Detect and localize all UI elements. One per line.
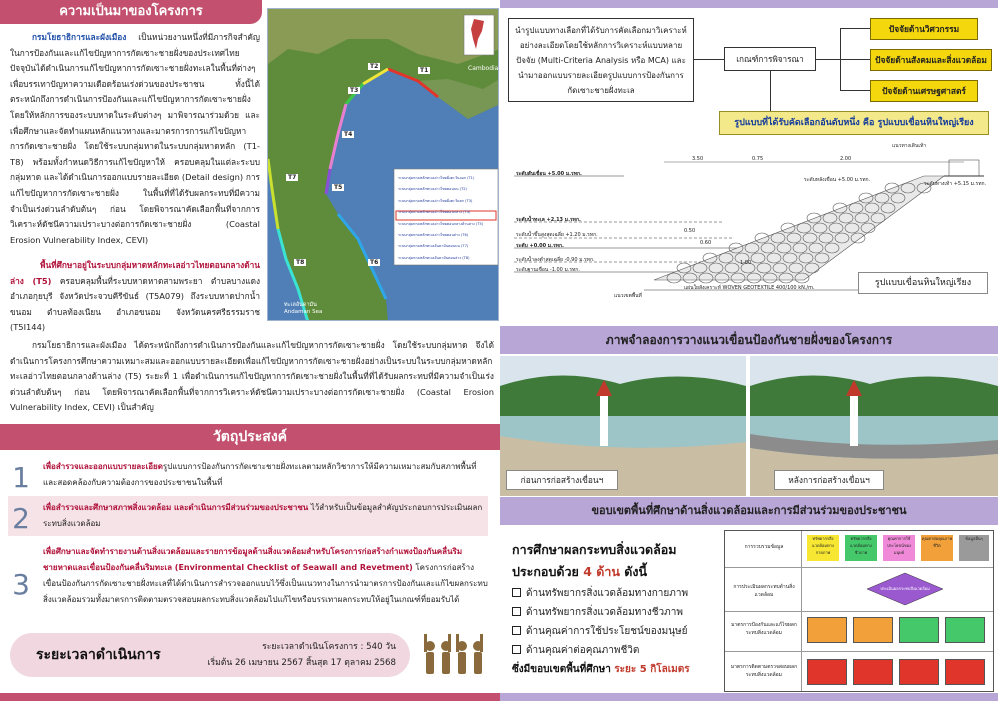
history-para1-body: เป็นหน่วยงานหนึ่งที่มีภารกิจสำคัญ ในการป้องกันและแก้ไขปัญหาการกัดเซาะชายฝั่งของประเทศไทย ปัจจุบันได้ดำเนินการแก้ไขปัญหาการกัดเซาะชายฝั่งทะเลในพื้นที่ต่างๆ เพื่อบรรเทาปัญหาความเดือดร้อนเร่งด่วนของประชาชน ทั้งนี้ได้ตระหนักถึงการดำเนินการป้องกันและแก้ไขปัญหาการกัดเซาะชายฝั่งโดยให้หลักการของระบบหาดในระดับต่างๆ มาพิจารณาร่วมด้วย และเพื่อศึกษาและจัดทำแผนหลักแนวทางและมาตรการการแก้ไขปัญหาการกัดเซาะชายฝั่ง โดยใช้ระบบกลุ่มหาดในระบบกลุ่มหาดหลัก (T1-T8) พร้อมทั้งกำหนดวิธีการแก้ไขปัญหาให้ ครอบคลุมในแต่ละระบบกลุ่มหาด และได้ดำเนินการออกแบบรายละเอียด (Detail design) การแก้ไขปัญหาการกัดเซาะชายฝั่ง ในพื้นที่ที่ได้รับผลกระทบที่มีความจำเป็นเร่งด่วนลำดับต้นๆ ก่อน โดยพิจารณาคัดเลือกพื้นที่จากการวิเคราะห์ดัชนีความเปราะบางต่อการกัดเซาะชายฝั่ง (Coastal Erosion Vulnerability Index, CEVI) (10, 32, 260, 245)
diagram-row-label: การรวบรวมข้อมูล (744, 544, 784, 550)
history-para3 (10, 338, 494, 416)
objective-text (43, 544, 488, 608)
map-legend (398, 173, 496, 264)
legend-item: ระบบกลุ่มหาดหลักทะเลอ่าวไทยตอนล่าง (T6) (398, 233, 469, 238)
objective-number: 2 (12, 502, 30, 535)
objective-lead: เพื่อสำรวจและศึกษาสภาพสิ่งแวดล้อม และดำเนินการมีส่วนร่วมของประชาชน (43, 503, 309, 512)
objective-item-1 (8, 455, 488, 493)
legend-item: ระบบกลุ่มหาดหลักทะเลอ่าวไทยฝั่งตะวันตก (T3) (398, 198, 473, 203)
map-label-andaman: ทะเลอันดามัน Andaman Sea (284, 302, 323, 315)
row-divider (725, 611, 993, 612)
mitigation-box (899, 617, 939, 643)
environment-title: ขอบเขตพื้นที่ศึกษาด้านสิ่งแวดล้อมและการมีส่วนร่วมของประชาชน (591, 504, 907, 517)
department-name: กรมโยธาธิการและผังเมือง (32, 32, 127, 42)
connector-line (694, 59, 724, 60)
history-para3-body: กรมโยธาธิการและผังเมือง ได้ตระหนักถึงการดำเนินการป้องกันและแก้ไขปัญหาการกัดเซาะชายฝั่ง โดยใช้ระบบกลุ่มหาด จึงได้ดำเนินการโครงการศึกษาความเหมาะสมและออกแบบรายละเอียดเพื่อแก้ไขปัญหาการกัดเซาะชายฝั่งอย่างเป็นระบบในระบบกลุ่มหาดหลักทะเลอ่าวไทยตอนกลางด้านล่าง (T5) ระยะที่ 1 เพื่อดำเนินการแก้ไขปัญหาการกัดเซาะชายฝั่งในพื้นที่ที่ได้รับผลกระทบที่มีความจำเป็นเร่งด่วนลำดับต้นๆ ก่อน โดยพิจารณาคัดเลือกพื้นที่จากการวิเคราะห์ดัชนีความเปราะบางต่อการกัดเซาะชายฝั่ง (Coastal Erosion Vulnerability Index, CEVI) เป็นสำคัญ (10, 340, 494, 413)
history-para2 (10, 258, 260, 336)
env-item-label: ด้านคุณค่าการใช้ประโยชน์ของมนุษย์ (526, 626, 688, 637)
label-geotextile: แผ่นใยสังเคราะห์ WOVEN GEOTEXTILE 400/100 kN./m. (684, 285, 815, 291)
factor-social-env (870, 49, 992, 71)
diagram-row-label: การประเมินผลกระทบด้านสิ่งแวดล้อม (733, 584, 795, 598)
after-label: หลังการก่อสร้างเขื่อนฯ (788, 475, 870, 485)
label-design-water: ระดับน้ำทะเล +2.13 ม.รทก. (516, 217, 581, 223)
zone-label-t2: T2 (370, 63, 379, 70)
dim-label: 0.60 (700, 240, 712, 246)
objective-rest: ไว้สำหรับเป็นข้อมูลสำคัญประกอบการประเมินผลกระทบสิ่งแวดล้อม (43, 503, 483, 528)
criteria-box (724, 47, 816, 71)
label-path-level: ระดับทางเท้า +5.15 ม.รทก. (924, 181, 987, 187)
legend-item: ระบบกลุ่มหาดหลักทะเลอันดามันตอนล่าง (T8) (398, 255, 470, 260)
objective-number: 3 (12, 568, 30, 601)
cross-section-caption (858, 272, 988, 294)
diagram-top-box: คุณค่าต่อคุณภาพชีวิต (921, 535, 953, 561)
objective-rest: รูปแบบการป้องกันการกัดเซาะชายฝั่งทะเลตามหลักวิชาการให้มีความเหมาะสมกับสภาพพื้นที่และสอดคล้องกับความต้องการของประชาชนในพื้นที่ (43, 462, 477, 487)
diagram-row-label: มาตรการป้องกันและแก้ไขผลกระทบสิ่งแวดล้อม (731, 622, 797, 636)
zone-label-t6: T6 (370, 259, 379, 266)
map-label-cambodia: Cambodia (468, 65, 499, 72)
mitigation-box (945, 617, 985, 643)
legend-item: ระบบกลุ่มหาดหลักทะเลอ่าวไทยตอนบน (T2) (398, 187, 467, 192)
env-item-2 (512, 603, 683, 622)
top-bar-right (500, 0, 998, 8)
zone-label-t3: T3 (350, 87, 359, 94)
caption-text: รูปแบบเขื่อนหินใหญ่เรียง (874, 278, 972, 288)
objective-lead: เพื่อศึกษาและจัดทำรายงานด้านสิ่งแวดล้อมและรายการข้อมูลด้านสิ่งแวดล้อมสำหรับโครงการก่อสร้างกำแพงป้องกันคลื่นริมชายหาดและเขื่อนป้องกันคลื่นริมทะเล (Environmental Checklist of Seawall and Revetment) (43, 547, 463, 572)
checkbox-icon (512, 626, 521, 635)
objectives-title: วัตถุประสงค์ (212, 429, 288, 445)
bottom-bar-left (0, 693, 500, 701)
env-scope (512, 662, 690, 677)
diagram-top-box: ทรัพยากรสิ่งแวดล้อมทางกายภาพ (807, 535, 839, 561)
heading-b-count: 4 ด้าน (583, 564, 620, 579)
duration-label: ระยะเวลาดำเนินการ (36, 647, 161, 663)
mitigation-box (853, 617, 893, 643)
label-crest: ระดับสันเขื่อน +5.00 ม.รทก. (516, 171, 582, 177)
connector-line (840, 28, 870, 29)
diagram-mid-label: ประเมินผลกระทบสิ่งแวดล้อม (880, 586, 930, 591)
before-caption (506, 470, 618, 490)
simulation-header (500, 326, 998, 354)
connector-down (770, 71, 771, 111)
connector-line (840, 59, 870, 60)
label-mhw: ระดับน้ำขึ้นสูงสุดเฉลี่ย +1.20 ม.รทก. (516, 232, 598, 238)
legend-item: ระบบกลุ่มหาดหลักทะเลอ่าวไทยตอนกลางด้านล่าง (T5) (398, 221, 484, 226)
connector-line (816, 59, 840, 60)
label-back-level: ระดับหลังเขื่อน +5.00 ม.รทก. (804, 177, 871, 183)
heading-b-pre: ประกอบด้วย (512, 564, 584, 579)
dim-label: 3.50 (692, 156, 704, 162)
legend-item: ระบบกลุ่มหาดหลักทะเลอ่าวไทยตอนกลาง (T4) (398, 210, 471, 215)
factor-economic (870, 80, 978, 102)
env-item-3 (512, 622, 687, 641)
simulation-title: ภาพจำลองการวางแนวเขื่อนป้องกันชายฝั่งของโครงการ (605, 333, 893, 347)
checkbox-icon (512, 607, 521, 616)
duration-panel (10, 633, 410, 677)
env-item-label: ด้านคุณค่าต่อคุณภาพชีวิต (526, 645, 640, 656)
before-label: ก่อนการก่อสร้างเขื่อนฯ (520, 475, 604, 485)
scope-value: ระยะ 5 กิโลเมตร (614, 664, 690, 675)
objective-text (43, 459, 488, 491)
mitigation-box (807, 617, 847, 643)
scope-pre: ซึ่งมีขอบเขตพื้นที่ศึกษา (512, 664, 615, 675)
criteria-label: เกณฑ์การพิจารณา (736, 54, 804, 64)
selected-design-result (719, 111, 989, 135)
duration-dates: เริ่มต้น 26 เมษายน 2567 สิ้นสุด 17 ตุลาคม 2568 (207, 658, 396, 668)
eia-flow-diagram (724, 530, 994, 692)
dim-label: 0.75 (752, 156, 764, 162)
diagram-row-label: มาตรการติดตามตรวจสอบผลกระทบสิ่งแวดล้อม (730, 664, 798, 678)
history-title: ความเป็นมาของโครงการ (59, 4, 203, 19)
checkbox-icon (512, 645, 521, 654)
diagram-top-box: ทรัพยากรสิ่งแวดล้อมทางชีวภาพ (845, 535, 877, 561)
label-boundary: แนวเขตพื้นที่ (614, 293, 642, 299)
environment-heading-a: การศึกษาผลกระทบสิ่งแวดล้อม (512, 542, 677, 557)
history-para1 (10, 30, 260, 248)
env-item-label: ด้านทรัพยากรสิ่งแวดล้อมทางชีวภาพ (526, 607, 683, 618)
environment-heading-b (512, 562, 647, 582)
study-area-body: ครอบคลุมพื้นที่ระบบหาดหาดสามพระยา ตำบลบางแดง อำเภอกุยบุรี จังหวัดประจวบคีรีขันธ์ (T5A079) ถึงระบบหาดปากน้ำขนอม ตำบลท้องเนียน อำเภอขนอม จังหวัดนครศรีธรรมราช (T5I144) (10, 275, 261, 333)
objective-lead: เพื่อสำรวจและออกแบบรายละเอียด (43, 462, 163, 471)
label-walkway: แนวทางเดินเท้า (892, 143, 927, 149)
row-divider (725, 567, 993, 568)
people-icon (422, 632, 486, 678)
after-caption (774, 470, 884, 490)
study-area-highlight: พื้นที่ศึกษาอยู่ในระบบกลุ่มหาดหลักทะเลอ่าวไทยตอนกลางด้านล่าง (T5) (10, 260, 260, 286)
zone-label-t5: T5 (334, 184, 343, 191)
legend-item: ระบบกลุ่มหาดหลักทะเลอ่าวไทยฝั่งตะวันออก (T1) (398, 176, 475, 180)
dim-label: 0.50 (684, 228, 696, 234)
objective-item-2 (8, 496, 488, 536)
environment-header (500, 497, 998, 525)
monitoring-box (853, 659, 893, 685)
objective-text (43, 500, 488, 532)
objective-rest: โครงการก่อสร้างเขื่อนป้องกันการกัดเซาะชายฝั่งทะเลที่ได้ดำเนินการสำรวจออกแบบไว้ซึ่งเป็นแนวทางในการนำมาตรการป้องกันและแก้ไขผลกระทบสิ่งแวดล้อมรวมทั้งมาตรการติดตามตรวจสอบผลกระทบสิ่งแวดล้อมไปแก้ไขหรือบรรเทาผลกระทบให้อยู่ในเกณฑ์ที่ยอมรับได้ (43, 563, 488, 604)
env-item-4 (512, 641, 639, 660)
env-item-label: ด้านทรัพยากรสิ่งแวดล้อมทางกายภาพ (526, 588, 689, 599)
checkbox-icon (512, 588, 521, 597)
diagram-top-box: คุณค่าการใช้ประโยชน์ของมนุษย์ (883, 535, 915, 561)
monitoring-box (899, 659, 939, 685)
result-text: รูปแบบที่ได้รับคัดเลือกอันดับหนึ่ง คือ รูปแบบเขื่อนหินใหญ่เรียง (734, 118, 974, 128)
after-photo (750, 356, 998, 496)
map-graphic (268, 9, 499, 321)
zone-label-t8: T8 (296, 259, 305, 266)
label-msl: ระดับ +0.00 ม.รทก. (516, 243, 564, 249)
bottom-bar-right (500, 693, 998, 701)
zone-label-t4: T4 (344, 131, 353, 138)
objective-number: 1 (12, 461, 30, 494)
before-photo (500, 356, 746, 496)
diagram-top-box: ข้อมูลอื่นๆ (959, 535, 989, 561)
zone-label-t1: T1 (420, 67, 429, 74)
label-base: ระดับฐานเขื่อน -1.00 ม.รทก. (516, 267, 580, 273)
monitoring-box (807, 659, 847, 685)
heading-b-post: ดังนี้ (619, 564, 648, 579)
connector-line (840, 90, 870, 91)
mca-text: นำรูปแบบทางเลือกที่ได้รับการคัดเลือกมาวิเคราะห์อย่างละเอียดโดยใช้หลักการวิเคราะห์แบบหลายปัจจัย (Multi-Criteria Analysis หรือ MCA) และนำมาออกแบบรายละเอียดรูปแบบการป้องกันการกัดเซาะชายฝั่งทะเล (515, 26, 687, 95)
factor-engineering (870, 18, 978, 40)
label-mlw: ระดับน้ำลงต่ำสุดเฉลี่ย -0.90 ม.รทก. (516, 257, 595, 263)
factor-label: ปัจจัยด้านวิศวกรรม (888, 24, 960, 34)
zone-label-t7: T7 (288, 174, 297, 181)
dim-label: 1.00 (740, 260, 752, 266)
factor-label: ปัจจัยด้านเศรษฐศาสตร์ (882, 86, 966, 96)
mca-description (508, 18, 694, 102)
monitoring-box (945, 659, 985, 685)
column-divider (801, 531, 802, 691)
legend-item: ระบบกลุ่มหาดหลักทะเลอันดามันตอนบน (T7) (398, 244, 469, 249)
dim-label: 2.00 (840, 156, 852, 162)
objective-item-3 (8, 540, 488, 626)
duration-details (206, 639, 396, 671)
env-item-1 (512, 584, 688, 603)
history-header (0, 0, 262, 24)
duration-total: ระยะเวลาดำเนินโครงการ : 540 วัน (262, 642, 396, 652)
objectives-header (0, 424, 500, 450)
row-divider (725, 651, 993, 652)
beach-system-map (267, 8, 499, 321)
factor-label: ปัจจัยด้านสังคมและสิ่งแวดล้อม (875, 55, 987, 65)
